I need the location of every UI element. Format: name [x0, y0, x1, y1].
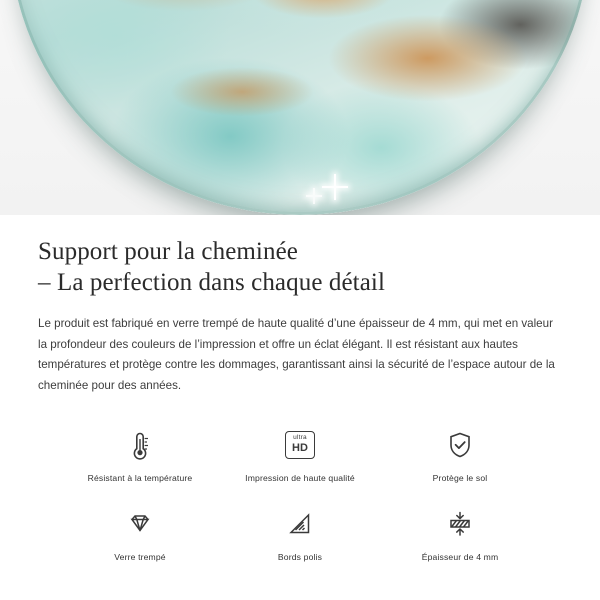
- feature-label: Bords polis: [277, 551, 323, 562]
- shield-check-icon: [438, 423, 482, 467]
- thermometer-icon: [118, 423, 162, 467]
- feature-grid: [38, 419, 562, 567]
- diamond-icon: [118, 502, 162, 546]
- content-area: [0, 215, 600, 567]
- feature-label: Protège le sol: [432, 472, 488, 483]
- feature-item-tempered-glass: [60, 498, 220, 567]
- ultra-hd-badge-bottom: HD: [292, 441, 308, 454]
- feature-label: Verre trempé: [114, 551, 166, 562]
- ultra-hd-icon: [278, 423, 322, 467]
- headline-line-2: – La perfection dans chaque détail: [38, 268, 385, 296]
- feature-item-print-quality: [220, 419, 380, 488]
- description-paragraph: Le produit est fabriqué en verre trempé de haute qualité d’une épaisseur de 4 mm, qui met en valeur la profondeur des couleurs de l’impression et offre un éclat élégant. Il est résistant aux hautes températures et protège contre les dommages, garantissant ainsi la sécurité de l’espace autour de la cheminée pour des années.: [38, 317, 555, 392]
- headline-line-1: Support pour la cheminée: [38, 238, 298, 265]
- feature-label: Impression de haute qualité: [245, 472, 355, 483]
- feature-item-polished-edges: [220, 498, 380, 567]
- feature-label: Épaisseur de 4 mm: [421, 551, 499, 562]
- feature-item-thickness: [380, 498, 540, 567]
- feature-item-floor-protection: [380, 419, 540, 488]
- thickness-arrows-icon: [438, 502, 482, 546]
- feature-item-temperature: [60, 419, 220, 488]
- hero-image: [0, 0, 600, 215]
- page-title: [38, 237, 562, 298]
- ultra-hd-badge-top: ultra: [293, 434, 307, 442]
- feature-label: Résistant à la température: [87, 472, 193, 483]
- polished-edges-icon: [278, 502, 322, 546]
